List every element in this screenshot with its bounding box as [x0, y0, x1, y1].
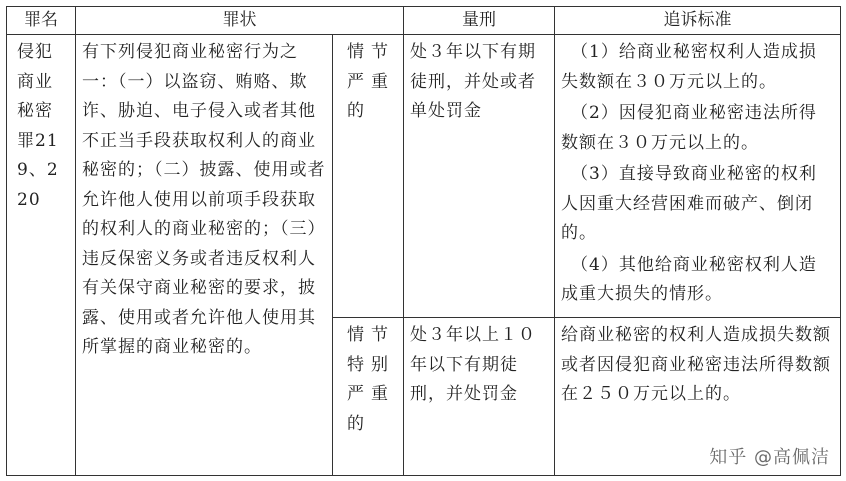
crime-name-cell: 侵犯商业秘密罪219、220 [7, 35, 76, 476]
standard-item: （1）给商业秘密权利人造成损失数额在３０万元以上的。 [561, 42, 817, 92]
standard-item: （2）因侵犯商业秘密违法所得数额在３０万元以上的。 [561, 103, 817, 153]
table-header-row [7, 7, 841, 35]
header-crime-name: 罪名 [7, 7, 76, 35]
sentencing-table [6, 6, 841, 476]
standard-cell-serious [555, 35, 841, 318]
header-prosecution-standard: 追诉标准 [555, 7, 841, 35]
header-sentencing: 量刑 [404, 7, 555, 35]
header-conduct: 罪状 [76, 7, 404, 35]
severity-cell-especially-serious: 情节特别严重的 [333, 318, 404, 476]
conduct-cell: 有下列侵犯商业秘密行为之一：（一）以盗窃、贿赂、欺诈、胁迫、电子侵入或者其他不正当手段获取权利人的商业秘密的；（二）披露、使用或者允许他人使用以前项手段获取的权利人的商业秘密的；（三）违反保密义务或者违反权利人有关保守商业秘密的要求，披露、使用或者允许他人使用其所掌握的商业秘密的。 [76, 35, 333, 476]
penalty-cell-especially-serious: 处３年以上１０年以下有期徒刑，并处罚金 [404, 318, 555, 476]
severity-cell-serious: 情节严重的 [333, 35, 404, 318]
standard-item: 给商业秘密的权利人造成损失数额或者因侵犯商业秘密违法所得数额在２５０万元以上的。 [561, 325, 831, 404]
standard-item: （3）直接导致商业秘密的权利人因重大经营困难而破产、倒闭的。 [561, 164, 817, 243]
watermark: 知乎 @高佩洁 [709, 443, 830, 469]
penalty-cell-serious: 处３年以下有期徒刑，并处或者单处罚金 [404, 35, 555, 318]
standard-item: （4）其他给商业秘密权利人造成重大损失的情形。 [561, 254, 817, 304]
table-row [7, 35, 841, 318]
